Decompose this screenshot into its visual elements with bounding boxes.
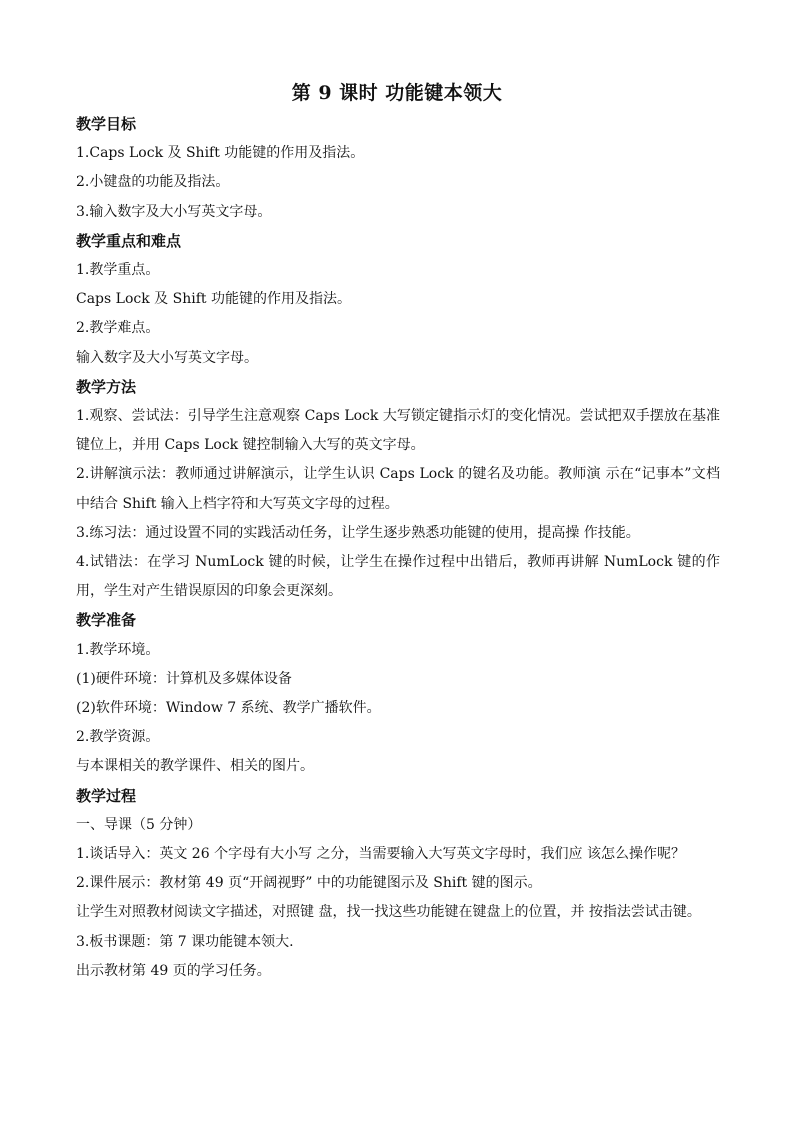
objective-item: 2.小键盘的功能及指法。 — [76, 174, 230, 191]
process-item: 让学生对照教材阅读文字描述，对照键 盘，找一找这些功能键在键盘上的位置，并 按指法尝试击键。 — [76, 904, 701, 921]
method-item: 1.观察、尝试法：引导学生注意观察 Caps Lock 大写锁定键指示灯的变化情况。尝试把双手摆放在基准键位上，并用 Caps Lock 键控制输入大写的英文字母。 — [76, 408, 720, 454]
section-heading-objectives: 教学目标 — [76, 115, 137, 133]
process-item: 1.谈话导入：英文 26 个字母有大小写 之分，当需要输入大写英文字母时，我们应 该怎么操作呢？ — [76, 846, 685, 863]
document-title: 第 9 课时 功能键本领大 — [291, 82, 503, 104]
method-item: 4.试错法：在学习 NumLock 键的时候，让学生在操作过程中出错后，教师再讲解 NumLock 键的作用，学生对产生错误原因的印象会更深刻。 — [76, 554, 720, 600]
key-point-item: 输入数字及大小写英文字母。 — [76, 349, 258, 366]
preparation-item: 与本课相关的教学课件、相关的图片。 — [76, 758, 314, 775]
preparation-item: 2.教学资源。 — [76, 729, 160, 746]
objective-item: 3.输入数字及大小写英文字母。 — [76, 203, 272, 220]
section-heading-process: 教学过程 — [76, 786, 137, 805]
section-heading-methods: 教学方法 — [76, 377, 137, 396]
preparation-item: (2)软件环境：Window 7 系统、教学广播软件。 — [76, 700, 381, 717]
preparation-item: (1)硬件环境：计算机及多媒体设备 — [76, 670, 292, 687]
preparation-item: 1.教学环境。 — [76, 641, 160, 658]
objective-item: 1.Caps Lock 及 Shift 功能键的作用及指法。 — [76, 145, 365, 162]
key-point-item: 1.教学重点。 — [76, 262, 160, 279]
method-item: 3.练习法：通过设置不同的实践活动任务，让学生逐步熟悉功能键的使用，提高操 作技能。 — [76, 524, 640, 541]
process-item: 出示教材第 49 页的学习任务。 — [76, 962, 271, 979]
section-heading-preparation: 教学准备 — [76, 611, 137, 630]
process-item: 3.板书课题：第 7 课功能键本领大. — [76, 933, 294, 950]
process-item: 2.课件展示：教材第 49 页“开阔视野” 中的功能键图示及 Shift 键的图示。 — [76, 875, 542, 892]
method-item: 2.讲解演示法：教师通过讲解演示，让学生认识 Caps Lock 的键名及功能。教师演 示在“记事本”文档中结合 Shift 输入上档字符和大写英文字母的过程。 — [76, 466, 720, 512]
key-point-item: 2.教学难点。 — [76, 320, 160, 337]
section-heading-key-points: 教学重点和难点 — [76, 231, 182, 250]
process-item: 一、导课（5 分钟） — [76, 816, 202, 833]
key-point-item: Caps Lock 及 Shift 功能键的作用及指法。 — [76, 291, 351, 308]
document-body — [76, 110, 720, 986]
